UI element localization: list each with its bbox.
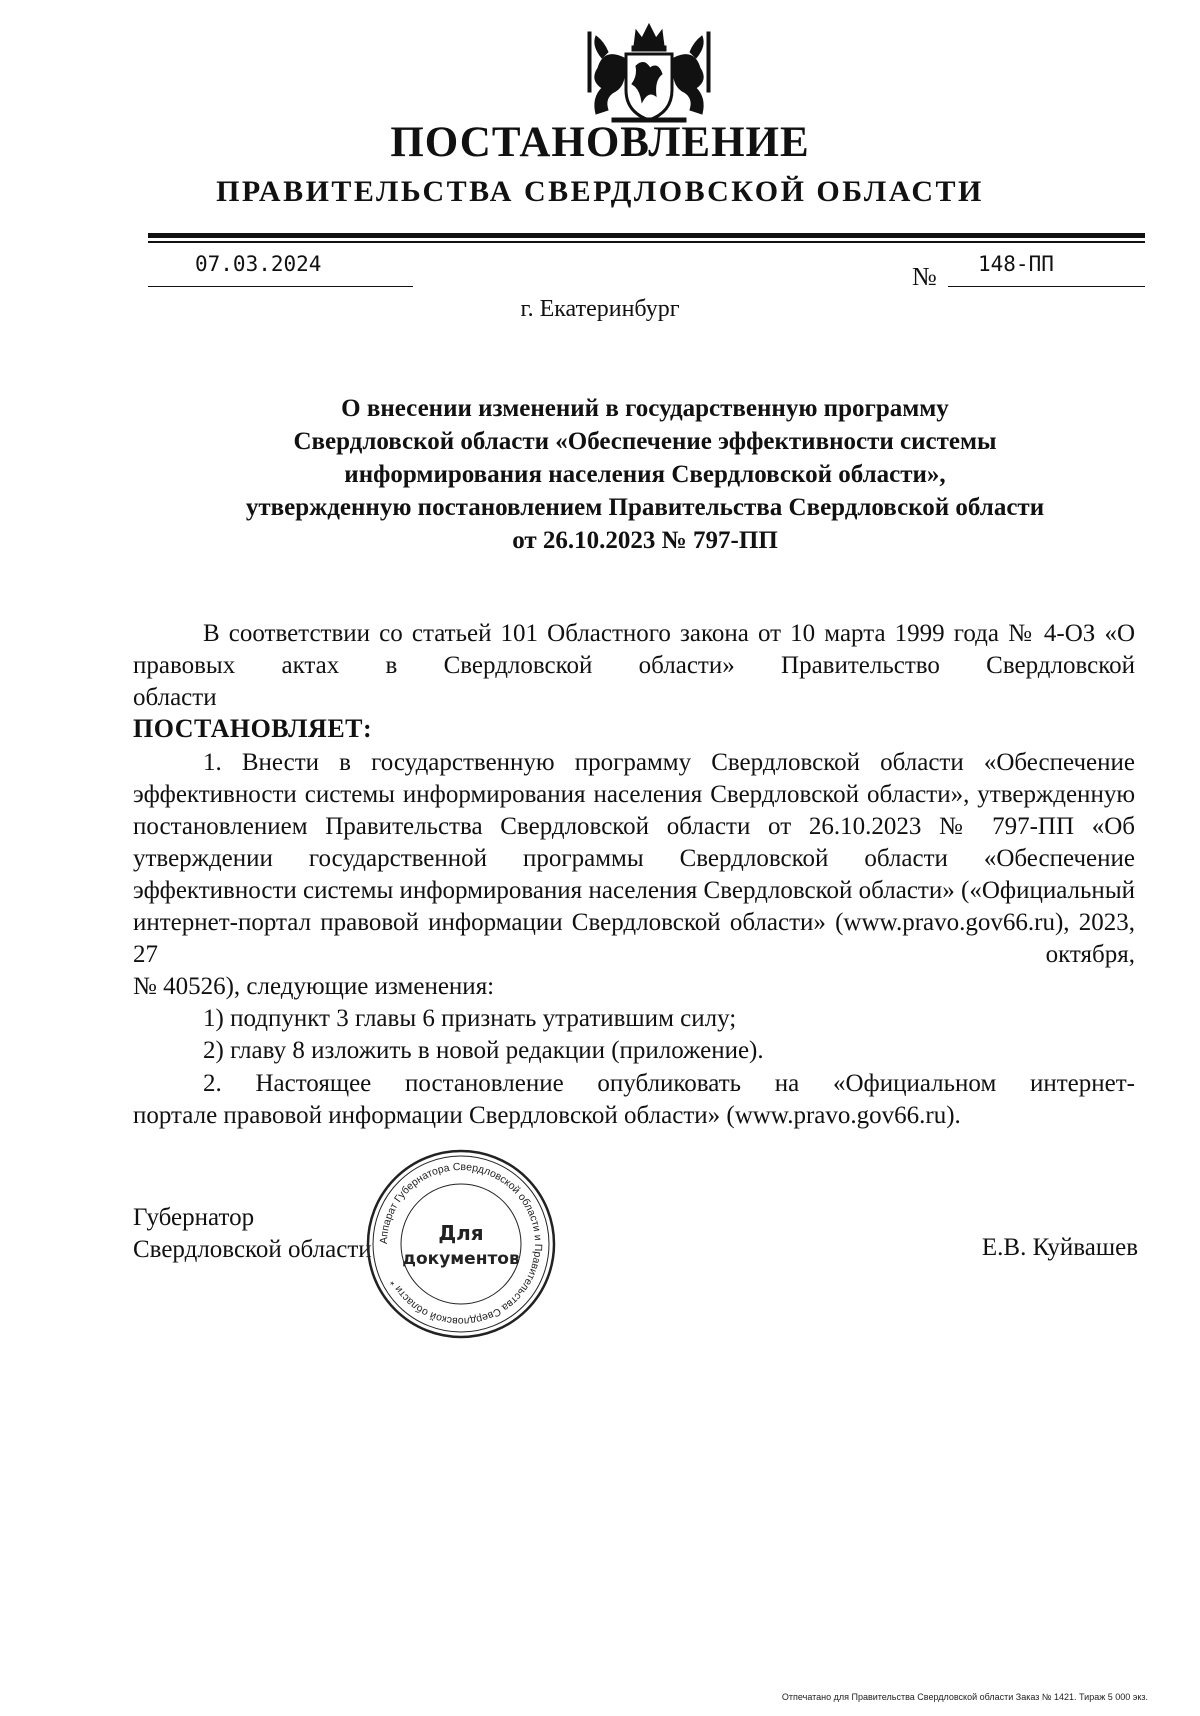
number-sign: № bbox=[912, 262, 937, 291]
subject-line: О внесении изменений в государственную программу bbox=[341, 395, 949, 422]
coat-of-arms-icon bbox=[574, 18, 724, 126]
header-divider-thick bbox=[148, 233, 1145, 238]
header-divider-thin bbox=[148, 241, 1145, 243]
seal-center-line: Для bbox=[438, 1221, 484, 1245]
print-info: Отпечатано для Правительства Свердловской области Заказ № 1421. Тираж 5 000 экз. bbox=[781, 1692, 1148, 1702]
city-line: г. Екатеринбург bbox=[520, 296, 680, 322]
preamble-paragraph-end: области bbox=[133, 684, 217, 711]
document-number: 148-ПП bbox=[978, 252, 1054, 276]
document-subject bbox=[150, 392, 1140, 557]
subject-line: от 26.10.2023 № 797-ПП bbox=[512, 527, 778, 554]
official-seal-icon bbox=[365, 1148, 557, 1340]
clause-1: 1. Внести в государственную программу Свердловской области «Обеспечение эффективности системы информирования населения Свердловской области», утвержденную постановлением Правительства Свердловской области от 26.10.2023 № 797-ПП «Об утверждении государственной программы Свердловской области «Обеспечение эффективности системы информирования населения Свердловской области» («Официальный интернет-портал правовой информации Свердловской области» (www.pravo.gov66.ru), 2023, 27 октября, bbox=[133, 749, 1135, 968]
subclause-1: 1) подпункт 3 главы 6 признать утратившим силу; bbox=[203, 1005, 737, 1032]
signer-position-line: Губернатор bbox=[133, 1204, 255, 1231]
decree-word: ПОСТАНОВЛЯЕТ: bbox=[133, 714, 373, 743]
preamble-paragraph: В соответствии со статьей 101 Областного закона от 10 марта 1999 года № 4-ОЗ «О правовых актах в Свердловской области» Правительство Свердловской bbox=[133, 620, 1135, 679]
authority-heading: ПРАВИТЕЛЬСТВА СВЕРДЛОВСКОЙ ОБЛАСТИ bbox=[216, 175, 984, 208]
signer-name: Е.В. Куйвашев bbox=[981, 1234, 1138, 1261]
number-underline bbox=[948, 286, 1145, 287]
clause-1-end: № 40526), следующие изменения: bbox=[133, 973, 495, 1000]
subject-line: Свердловской области «Обеспечение эффективности системы bbox=[293, 428, 997, 455]
clause-2: 2. Настоящее постановление опубликовать на «Официальном интернет- bbox=[203, 1070, 1135, 1097]
document-type-heading: ПОСТАНОВЛЕНИЕ bbox=[390, 119, 810, 166]
clause-2-end: портале правовой информации Свердловской области» (www.pravo.gov66.ru). bbox=[133, 1102, 961, 1129]
seal-center-line: документов bbox=[402, 1249, 520, 1269]
signer-position bbox=[133, 1202, 372, 1266]
signer-position-line: Свердловской области bbox=[133, 1236, 372, 1263]
subclause-2: 2) главу 8 изложить в новой редакции (приложение). bbox=[203, 1037, 764, 1064]
seal-ring-text: Аппарат Губернатора Свердловской области и Правительства Свердловской области * bbox=[377, 1160, 545, 1328]
date-underline bbox=[148, 286, 413, 287]
subject-line: информирования населения Свердловской области», bbox=[344, 461, 946, 488]
document-date: 07.03.2024 bbox=[195, 252, 322, 276]
subject-line: утвержденную постановлением Правительства Свердловской области bbox=[245, 494, 1045, 521]
